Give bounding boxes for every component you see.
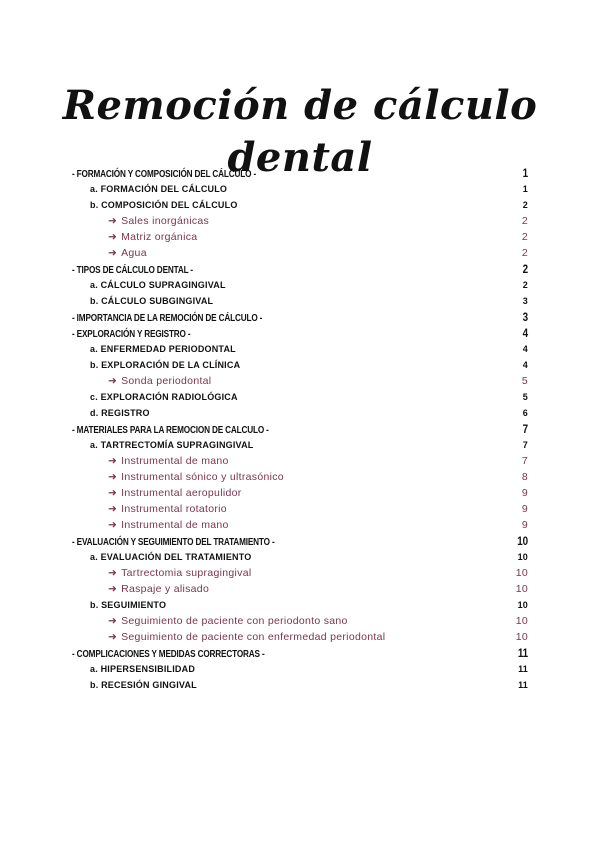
toc-entry-text: Agua <box>121 247 147 259</box>
toc-entry-label <box>90 181 508 197</box>
arrow-right-icon: ➜ <box>108 471 118 483</box>
toc-entry-label <box>108 245 508 261</box>
toc-entry-text: a. ENFERMEDAD PERIODONTAL <box>90 344 236 354</box>
toc-entry-text: b. SEGUIMIENTO <box>90 600 167 610</box>
toc-entry-label <box>108 213 508 229</box>
toc-entry-level-3[interactable] <box>72 229 528 245</box>
toc-entry-page-number: 3 <box>522 296 528 306</box>
toc-entry-level-2[interactable] <box>72 357 528 373</box>
toc-entry-label <box>90 661 508 677</box>
toc-entry-page-number: 10 <box>515 583 528 595</box>
toc-entry-page-number: 11 <box>518 664 528 674</box>
arrow-right-icon: ➜ <box>108 567 118 579</box>
toc-entry-level-3[interactable] <box>72 373 528 389</box>
toc-entry-page-number: 7 <box>521 455 528 467</box>
toc-entry-page-number: 2 <box>521 231 528 243</box>
arrow-right-icon: ➜ <box>108 631 118 643</box>
toc-entry-text: Sales inorgánicas <box>121 215 210 227</box>
toc-entry-level-2[interactable] <box>72 293 528 309</box>
toc-entry-text: - MATERIALES PARA LA REMOCION DE CALCULO - <box>72 425 269 436</box>
toc-entry-text: a. CÁLCULO SUPRAGINGIVAL <box>90 280 226 290</box>
toc-entry-text: d. REGISTRO <box>90 408 150 418</box>
toc-entry-text: Raspaje y alisado <box>121 583 210 595</box>
toc-entry-level-3[interactable] <box>72 453 528 469</box>
toc-entry-text: - EXPLORACIÓN Y REGISTRO - <box>72 329 191 340</box>
toc-entry-page-number: 5 <box>521 375 528 387</box>
toc-entry-level-2[interactable] <box>72 277 528 293</box>
toc-entry-text: Seguimiento de paciente con periodonto sano <box>121 615 348 627</box>
arrow-right-icon: ➜ <box>108 487 118 499</box>
arrow-right-icon: ➜ <box>108 519 118 531</box>
toc-entry-page-number: 10 <box>515 615 528 627</box>
toc-entry-level-2[interactable] <box>72 661 528 677</box>
arrow-right-icon: ➜ <box>108 455 118 467</box>
toc-entry-label <box>108 373 508 389</box>
arrow-right-icon: ➜ <box>108 375 118 387</box>
toc-entry-level-2[interactable] <box>72 597 528 613</box>
toc-entry-page-number: 11 <box>517 646 528 660</box>
table-of-contents <box>72 165 528 693</box>
toc-entry-label <box>90 357 508 373</box>
toc-entry-text: Instrumental rotatorio <box>121 503 227 515</box>
toc-entry-level-3[interactable] <box>72 245 528 261</box>
toc-entry-label <box>90 341 508 357</box>
toc-entry-page-number: 10 <box>515 567 528 579</box>
toc-entry-text: - COMPLICACIONES Y MEDIDAS CORRECTORAS - <box>72 649 265 660</box>
toc-entry-text: a. FORMACIÓN DEL CÁLCULO <box>90 184 228 194</box>
toc-entry-level-3[interactable] <box>72 581 528 597</box>
toc-entry-text: b. COMPOSICIÓN DEL CÁLCULO <box>90 200 238 210</box>
toc-entry-page-number: 9 <box>521 487 528 499</box>
toc-entry-level-3[interactable] <box>72 565 528 581</box>
toc-entry-text: a. HIPERSENSIBILIDAD <box>90 664 196 674</box>
toc-entry-text: Seguimiento de paciente con enfermedad periodontal <box>121 631 386 643</box>
toc-entry-text: Instrumental de mano <box>121 455 229 467</box>
toc-entry-page-number: 4 <box>522 360 528 370</box>
toc-entry-level-2[interactable] <box>72 677 528 693</box>
toc-entry-label <box>108 485 508 501</box>
toc-entry-label <box>108 453 508 469</box>
toc-entry-label <box>108 517 508 533</box>
toc-entry-level-3[interactable] <box>72 485 528 501</box>
toc-entry-page-number: 2 <box>522 280 528 290</box>
toc-entry-text: Instrumental aeropulidor <box>121 487 242 499</box>
toc-entry-label <box>108 629 508 645</box>
toc-entry-text: - EVALUACIÓN Y SEGUIMIENTO DEL TRATAMIENTO - <box>72 537 275 548</box>
toc-entry-page-number: 7 <box>522 422 528 436</box>
toc-entry-label <box>90 597 508 613</box>
toc-entry-label <box>90 549 508 565</box>
toc-entry-level-2[interactable] <box>72 549 528 565</box>
toc-entry-page-number: 1 <box>522 184 528 194</box>
arrow-right-icon: ➜ <box>108 583 118 595</box>
toc-entry-page-number: 2 <box>521 215 528 227</box>
toc-entry-page-number: 10 <box>515 631 528 643</box>
toc-entry-text: - FORMACIÓN Y COMPOSICIÓN DEL CÁLCULO - <box>72 169 257 180</box>
toc-entry-text: b. EXPLORACIÓN DE LA CLÍNICA <box>90 360 241 370</box>
toc-entry-page-number: 8 <box>521 471 528 483</box>
toc-entry-page-number: 4 <box>522 326 528 340</box>
toc-entry-level-1[interactable] <box>72 325 528 341</box>
toc-entry-label <box>90 405 508 421</box>
toc-entry-text: Sonda periodontal <box>121 375 212 387</box>
toc-entry-text: Matriz orgánica <box>121 231 198 243</box>
toc-entry-level-1[interactable] <box>72 309 528 325</box>
toc-entry-level-1[interactable] <box>72 421 528 437</box>
arrow-right-icon: ➜ <box>108 615 118 627</box>
toc-entry-text: - TIPOS DE CÁLCULO DENTAL - <box>72 265 194 276</box>
toc-entry-level-2[interactable] <box>72 389 528 405</box>
toc-entry-label <box>90 389 508 405</box>
toc-entry-level-3[interactable] <box>72 629 528 645</box>
toc-entry-page-number: 1 <box>522 166 528 180</box>
toc-entry-text: Instrumental de mano <box>121 519 229 531</box>
toc-entry-text: a. EVALUACIÓN DEL TRATAMIENTO <box>90 552 252 562</box>
document-title: Remoción de cálculo dental <box>62 82 538 181</box>
toc-entry-label <box>108 229 508 245</box>
toc-entry-page-number: 3 <box>522 310 528 324</box>
toc-entry-page-number: 10 <box>517 552 528 562</box>
toc-entry-level-3[interactable] <box>72 613 528 629</box>
arrow-right-icon: ➜ <box>108 247 118 259</box>
toc-entry-text: b. CÁLCULO SUBGINGIVAL <box>90 296 214 306</box>
toc-entry-text: Tartrectomia supragingival <box>121 567 252 579</box>
toc-entry-label <box>108 501 508 517</box>
toc-entry-text: - IMPORTANCIA DE LA REMOCIÓN DE CÁLCULO - <box>72 313 263 324</box>
arrow-right-icon: ➜ <box>108 215 118 227</box>
toc-entry-label <box>108 565 508 581</box>
toc-entry-page-number: 5 <box>522 392 528 402</box>
toc-entry-text: b. RECESIÓN GINGIVAL <box>90 680 197 690</box>
toc-entry-page-number: 11 <box>518 680 528 690</box>
toc-entry-label <box>90 277 508 293</box>
toc-entry-label <box>90 437 508 453</box>
arrow-right-icon: ➜ <box>108 231 118 243</box>
toc-entry-page-number: 2 <box>522 200 528 210</box>
toc-entry-page-number: 4 <box>522 344 528 354</box>
toc-entry-page-number: 7 <box>522 440 528 450</box>
toc-entry-label <box>108 469 508 485</box>
toc-entry-level-2[interactable] <box>72 181 528 197</box>
toc-entry-label <box>108 613 508 629</box>
toc-entry-page-number: 9 <box>521 519 528 531</box>
toc-entry-level-3[interactable] <box>72 469 528 485</box>
toc-entry-level-1[interactable] <box>72 645 528 661</box>
toc-entry-level-3[interactable] <box>72 517 528 533</box>
toc-entry-label <box>90 197 508 213</box>
toc-entry-level-1[interactable] <box>72 165 528 181</box>
toc-entry-level-2[interactable] <box>72 437 528 453</box>
toc-entry-page-number: 2 <box>521 247 528 259</box>
toc-entry-level-3[interactable] <box>72 501 528 517</box>
toc-entry-level-1[interactable] <box>72 261 528 277</box>
toc-entry-page-number: 9 <box>521 503 528 515</box>
toc-entry-level-1[interactable] <box>72 533 528 549</box>
toc-entry-level-2[interactable] <box>72 197 528 213</box>
arrow-right-icon: ➜ <box>108 503 118 515</box>
toc-entry-label <box>90 293 508 309</box>
toc-entry-page-number: 10 <box>517 600 528 610</box>
toc-entry-level-2[interactable] <box>72 405 528 421</box>
toc-entry-page-number: 10 <box>517 534 528 548</box>
toc-entry-level-3[interactable] <box>72 213 528 229</box>
toc-entry-label <box>108 581 508 597</box>
toc-entry-label <box>90 677 508 693</box>
toc-entry-page-number: 6 <box>522 408 528 418</box>
toc-entry-text: c. EXPLORACIÓN RADIOLÓGICA <box>90 392 238 402</box>
toc-entry-text: a. TARTRECTOMÍA SUPRAGINGIVAL <box>90 440 254 450</box>
toc-entry-text: Instrumental sónico y ultrasónico <box>121 471 284 483</box>
toc-entry-level-2[interactable] <box>72 341 528 357</box>
toc-entry-page-number: 2 <box>522 262 528 276</box>
